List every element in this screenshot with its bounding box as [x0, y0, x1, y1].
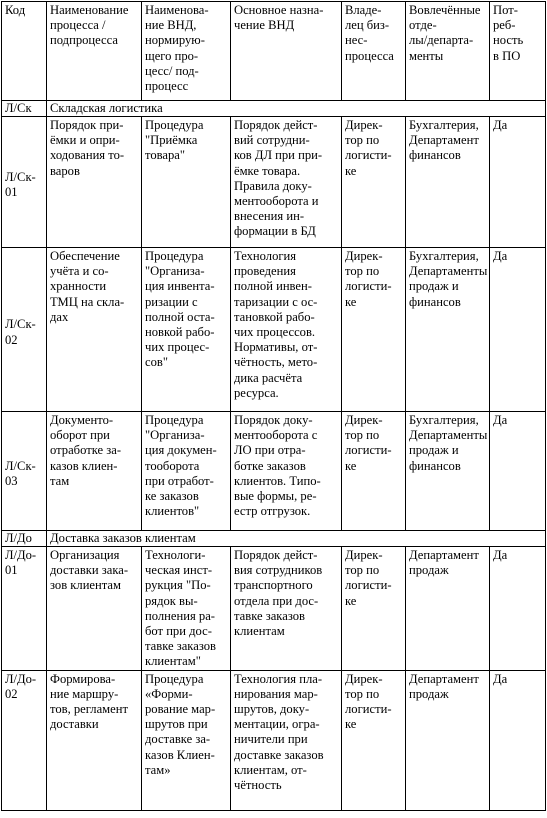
header-process: Наименование процесса / подпроцесса: [47, 2, 142, 101]
row-software-need: Да: [490, 412, 546, 531]
row-code: Л/Ск- 03: [2, 412, 47, 531]
header-purpose: Основное назна- чение ВНД: [231, 2, 342, 101]
process-register-table: [1, 1, 546, 811]
row-software-need: Да: [490, 547, 546, 671]
row-departments: Департамент продаж: [406, 670, 490, 810]
header-departments: Вовлечённые отде- лы/департа- менты: [406, 2, 490, 101]
row-process: Обеспечение учёта и со- хранности ТМЦ на скла- дах: [47, 248, 142, 412]
row-code: Л/До- 01: [2, 547, 47, 671]
row-purpose: Порядок дейст- вий сотрудни- ков ДЛ при при- ёмке товара. Правила доку- ментооборота и внесения ин- формации в БД: [231, 117, 342, 248]
row-process: Формирова- ние маршру- тов, регламент доставки: [47, 670, 142, 810]
section-code: Л/Ск: [2, 101, 47, 117]
row-vnd: Процедура «Форми- рование мар- шрутов при доставке за- казов Клиен- там»: [142, 670, 231, 810]
table-row: [2, 670, 546, 810]
row-process: Порядок при- ёмки и опри- ходования то- варов: [47, 117, 142, 248]
row-code: Л/До- 02: [2, 670, 47, 810]
section-row: [2, 531, 546, 547]
row-departments: Департамент продаж: [406, 547, 490, 671]
row-code: Л/Ск- 01: [2, 117, 47, 248]
row-software-need: Да: [490, 117, 546, 248]
row-departments: Бухгалтерия, Департаменты продаж и финансов: [406, 412, 490, 531]
row-process: Документо- оборот при отработке за- казов клиен- там: [47, 412, 142, 531]
row-vnd: Процедура "Организа- ция докумен- тооборота при отработ- ке заказов клиентов": [142, 412, 231, 531]
row-owner: Дирек- тор по логисти- ке: [342, 117, 406, 248]
row-departments: Бухгалтерия, Департамент финансов: [406, 117, 490, 248]
row-software-need: Да: [490, 670, 546, 810]
row-software-need: Да: [490, 248, 546, 412]
row-process: Организация доставки зака- зов клиентам: [47, 547, 142, 671]
table-row: [2, 547, 546, 671]
row-vnd: Процедура "Организа- ция инвента- ризации с полной оста- новкой рабо- чих процес- сов": [142, 248, 231, 412]
section-title: Доставка заказов клиентам: [47, 531, 546, 547]
row-owner: Дирек- тор по логисти- ке: [342, 412, 406, 531]
header-code: Код: [2, 2, 47, 101]
section-code: Л/До: [2, 531, 47, 547]
header-row: [2, 2, 546, 101]
row-owner: Дирек- тор по логисти- ке: [342, 248, 406, 412]
row-owner: Дирек- тор по логисти- ке: [342, 670, 406, 810]
section-row: [2, 101, 546, 117]
row-vnd: Технологи- ческая инст- рукция "По- рядок вы- полнения ра- бот при дос- тавке заказов клиентам": [142, 547, 231, 671]
table-row: [2, 248, 546, 412]
row-vnd: Процедура "Приёмка товара": [142, 117, 231, 248]
section-title: Складская логистика: [47, 101, 546, 117]
row-purpose: Технология проведения полной инвен- таризации с ос- тановкой рабо- чих процессов. Нормативы, от- чётность, мето- дика расчёта ресурса.: [231, 248, 342, 412]
table-row: [2, 412, 546, 531]
row-purpose: Порядок дейст- вия сотрудников транспортного отдела при дос- тавке заказов клиентам: [231, 547, 342, 671]
row-owner: Дирек- тор по логисти- ке: [342, 547, 406, 671]
row-departments: Бухгалтерия, Департаменты продаж и финансов: [406, 248, 490, 412]
row-purpose: Технология пла- нирования мар- шрутов, доку- ментации, огра- ничители при доставке заказов клиентам, от- чётность: [231, 670, 342, 810]
header-software-need: Пот- реб- ность в ПО: [490, 2, 546, 101]
header-owner: Владе- лец биз- нес- процесса: [342, 2, 406, 101]
row-purpose: Порядок доку- ментооборота с ЛО при отра- ботке заказов клиентов. Типо- вые формы, ре- естр отгрузок.: [231, 412, 342, 531]
table-row: [2, 117, 546, 248]
header-vnd: Наименова- ние ВНД, нормирую- щего про- цесс/ под- процесс: [142, 2, 231, 101]
row-code: Л/Ск- 02: [2, 248, 47, 412]
